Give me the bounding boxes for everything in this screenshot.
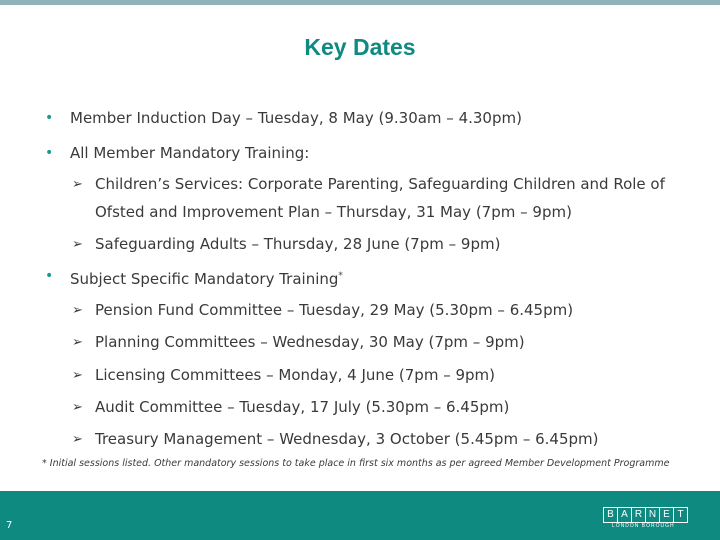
bullet-text: All Member Mandatory Training:	[70, 144, 310, 162]
arrow-bullet-icon: ➢	[72, 432, 83, 447]
sub-item-text: Children’s Services: Corporate Parenting, Safeguarding Children and Role of	[95, 175, 665, 193]
arrow-bullet-icon: ➢	[72, 400, 83, 415]
page-number: 7	[6, 520, 13, 531]
arrow-bullet-icon: ➢	[72, 303, 83, 318]
sub-item-text: Licensing Committees – Monday, 4 June (7pm – 9pm)	[95, 366, 495, 384]
arrow-bullet-icon: ➢	[72, 177, 83, 192]
arrow-bullet-icon: ➢	[72, 237, 83, 252]
logo-letter: N	[645, 507, 660, 523]
sub-item-text: Safeguarding Adults – Thursday, 28 June (7pm – 9pm)	[95, 235, 501, 253]
page-title: Key Dates	[304, 34, 416, 60]
barnet-logo	[603, 507, 687, 523]
sub-item-text: Ofsted and Improvement Plan – Thursday, 31 May (7pm – 9pm)	[95, 203, 572, 221]
top-accent-bar	[0, 0, 720, 5]
sub-item-text: Audit Committee – Tuesday, 17 July (5.30pm – 6.45pm)	[95, 398, 510, 416]
arrow-bullet-icon: ➢	[72, 335, 83, 350]
sub-item-text: Planning Committees – Wednesday, 30 May (7pm – 9pm)	[95, 333, 525, 351]
logo-letter: B	[603, 507, 618, 523]
bullet-text: Subject Specific Mandatory Training	[70, 270, 339, 288]
sub-item-text: Treasury Management – Wednesday, 3 October (5.45pm – 6.45pm)	[95, 430, 599, 448]
sub-item-text: Pension Fund Committee – Tuesday, 29 May (5.30pm – 6.45pm)	[95, 301, 574, 319]
footnote-marker: *	[338, 271, 343, 281]
bullet-dot-icon: •	[45, 110, 54, 126]
arrow-bullet-icon: ➢	[72, 368, 83, 383]
logo-letter: A	[617, 507, 632, 523]
bullet-text: Member Induction Day – Tuesday, 8 May (9.30am – 4.30pm)	[70, 109, 522, 127]
footnote: * Initial sessions listed. Other mandatory sessions to take place in first six months as per agreed Member Development Programme	[42, 458, 670, 469]
logo-subtitle: LONDON BOROUGH	[612, 523, 675, 529]
bullet-dot-icon: •	[45, 145, 54, 161]
logo-letter: R	[631, 507, 646, 523]
logo-letter: E	[659, 507, 674, 523]
bullet-dot-icon: •	[45, 268, 54, 284]
logo-letter: T	[673, 507, 688, 523]
